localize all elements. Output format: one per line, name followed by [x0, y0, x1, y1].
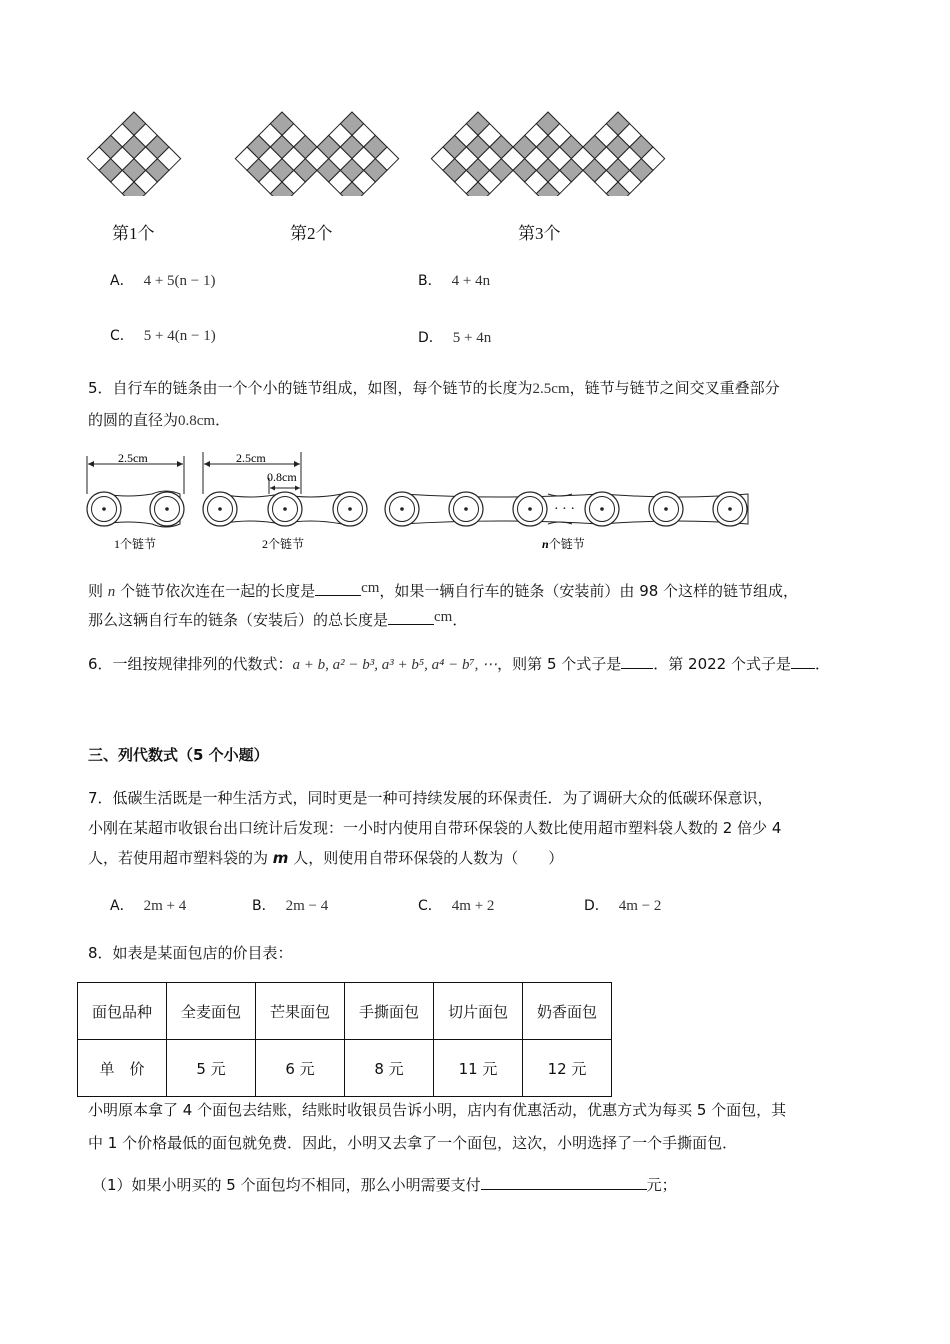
q6-line: 6．一组按规律排列的代数式：a + b, a² − b³, a³ + b⁵, a⁴ − b⁷, ⋯，则第 5 个式子是 ．第 2022 个式子是 ． [88, 655, 830, 673]
table-cell: 单 价 [78, 1040, 167, 1097]
table-cell: 手撕面包 [345, 983, 434, 1040]
q7-line-1: 7．低碳生活既是一种生活方式，同时更是一种可持续发展的环保责任．为了调研大众的低碳环保意识， [88, 789, 773, 807]
chain-caption-1: 1个链节 [114, 537, 157, 551]
table-cell: 12 元 [523, 1040, 612, 1097]
q8-answer-blank-1[interactable] [481, 1175, 647, 1190]
table-cell: 6 元 [256, 1040, 345, 1097]
table-cell: 切片面包 [434, 983, 523, 1040]
table-cell: 面包品种 [78, 983, 167, 1040]
q6-answer-blank-2[interactable] [791, 654, 815, 669]
chain-caption-n: n个链节 [542, 537, 585, 551]
pattern-figure [80, 108, 670, 196]
q7-option-b[interactable]: B． 2m − 4 [252, 898, 329, 914]
q7-line-3: 人，若使用超市塑料袋的为 m 人，则使用自带环保袋的人数为（ ） [88, 849, 564, 867]
chain-figure [80, 448, 760, 558]
pattern-caption-1: 第1个 [112, 224, 155, 243]
q7-option-d[interactable]: D． 4m − 2 [584, 898, 662, 914]
table-cell: 11 元 [434, 1040, 523, 1097]
table-cell: 5 元 [167, 1040, 256, 1097]
section-3-title: 三、列代数式（5 个小题） [88, 746, 269, 764]
pattern-caption-2: 第2个 [290, 224, 333, 243]
q4-option-c[interactable]: C． 5 + 4(n − 1) [110, 328, 216, 344]
chain-joint [449, 492, 483, 526]
q5-line-2: 的圆的直径为0.8cm． [88, 411, 231, 429]
table-cell: 芒果面包 [256, 983, 345, 1040]
q4-option-a[interactable]: A． 4 + 5(n − 1) [110, 273, 216, 289]
table-row [78, 1040, 612, 1097]
price-table [77, 982, 612, 1097]
q4-option-b[interactable]: B． 4 + 4n [418, 273, 491, 289]
table-header-row [78, 983, 612, 1040]
q5-line-3: 则 n 个链节依次连在一起的长度是 cm，如果一辆自行车的链条（安装前）由 98 个这样的链节组成， [88, 580, 799, 600]
q6-answer-blank-1[interactable] [621, 654, 653, 669]
chain-joint [585, 492, 619, 526]
chain-two-links [203, 452, 367, 526]
q7-line-2: 小刚在某超市收银台出口统计后发现：一小时内使用自带环保袋的人数比使用超市塑料袋人数的 2 倍少 4 [88, 819, 782, 837]
chain-joint [649, 492, 683, 526]
q8-intro: 8．如表是某面包店的价目表： [88, 944, 293, 962]
q8-line-1: 小明原本拿了 4 个面包去结账，结账时收银员告诉小明，店内有优惠活动，优惠方式为每买 5 个面包，其 [88, 1101, 787, 1119]
q5-answer-blank-2[interactable] [388, 610, 434, 625]
q8-line-2: 中 1 个价格最低的面包就免费．因此，小明又去拿了一个面包，这次，小明选择了一个手撕面包． [88, 1134, 738, 1152]
chain-joint [713, 492, 747, 526]
chain-joint [513, 492, 547, 526]
chain-label-3: 0.8cm [267, 470, 297, 484]
q5-line-1: 5．自行车的链条由一个个小的链节组成，如图，每个链节的长度为2.5cm，链节与链节之间交叉重叠部分 [88, 379, 780, 397]
table-cell: 全麦面包 [167, 983, 256, 1040]
q5-answer-blank-1[interactable] [315, 581, 361, 596]
q7-option-c[interactable]: C． 4m + 2 [418, 898, 495, 914]
chain-caption-2: 2个链节 [262, 537, 305, 551]
chain-dots: · · · [554, 502, 575, 517]
q8-sub-1: （1）如果小明买的 5 个面包均不相同，那么小明需要支付 元； [92, 1176, 677, 1194]
chain-label-1: 2.5cm [118, 451, 148, 465]
q7-option-a[interactable]: A． 2m + 4 [110, 898, 187, 914]
chain-label-2: 2.5cm [236, 451, 266, 465]
table-cell: 8 元 [345, 1040, 434, 1097]
table-cell: 奶香面包 [523, 983, 612, 1040]
pattern-caption-3: 第3个 [518, 224, 561, 243]
chain-one-link [87, 456, 184, 527]
q4-option-d[interactable]: D． 5 + 4n [418, 330, 492, 346]
q5-line-4: 那么这辆自行车的链条（安装后）的总长度是 cm． [88, 609, 468, 629]
chain-joint [385, 492, 419, 526]
